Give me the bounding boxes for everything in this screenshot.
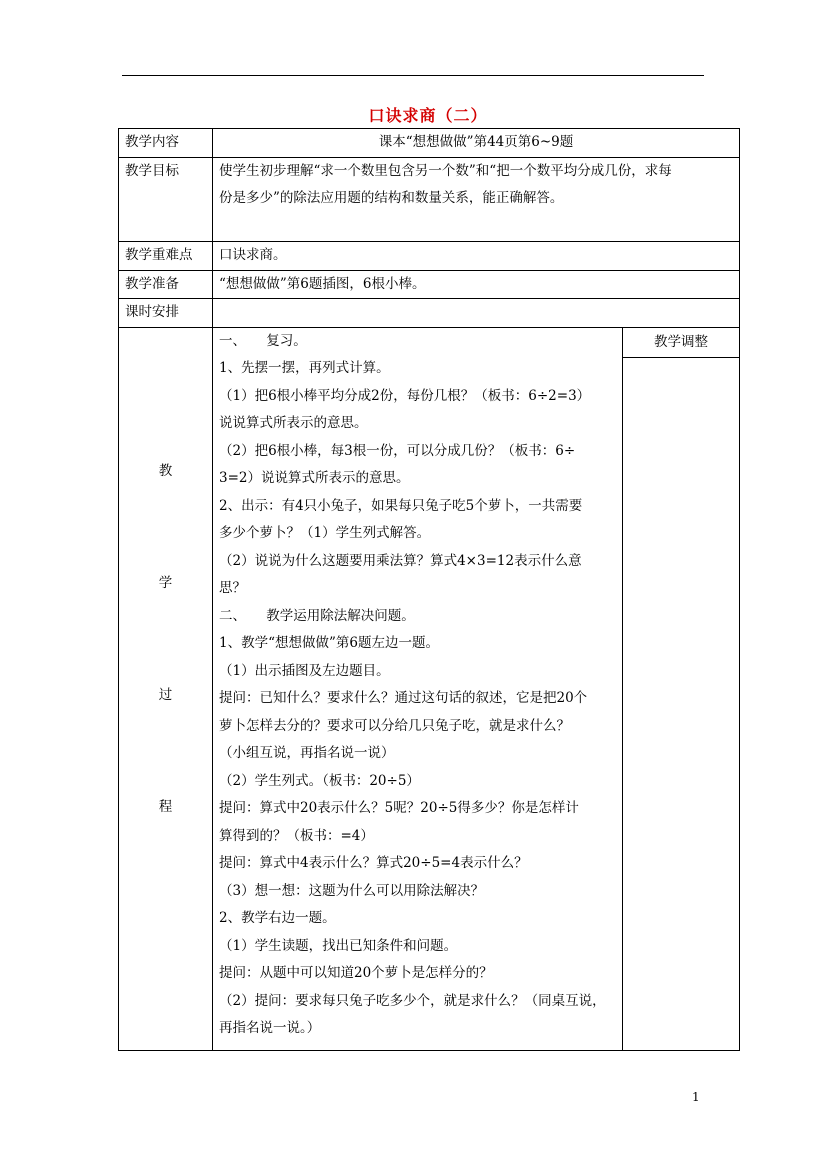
- row-prep: [119, 270, 740, 299]
- process-line: 萝卜怎样去分的？要求可以分给几只兔子吃，就是求什么？: [219, 717, 570, 734]
- header-rule: [122, 75, 704, 76]
- process-line: 提问：算式中20表示什么？5呢？20÷5得多少？你是怎样计: [219, 800, 579, 816]
- value-goal: [213, 157, 740, 241]
- value-difficulty: 口诀求商。: [213, 241, 740, 270]
- process-line: 2、教学右边一题。: [219, 910, 336, 926]
- label-content: 教学内容: [119, 129, 213, 158]
- process-body: [213, 327, 623, 1050]
- row-schedule: [119, 299, 740, 328]
- row-difficulty: [119, 241, 740, 270]
- adjust-header: 教学调整: [623, 328, 739, 358]
- row-goal: [119, 157, 740, 241]
- process-line: 2、出示：有4只小兔子，如果每只兔子吃5个萝卜，一共需要: [219, 497, 583, 514]
- process-label-char: 教: [158, 462, 173, 479]
- process-line: 算得到的？（板书：=4）: [219, 827, 374, 844]
- process-line: （2）提问：要求每只兔子吃多少个，就是求什么？（同桌互说，: [219, 992, 606, 1009]
- process-line: （1）学生读题，找出已知条件和问题。: [219, 937, 458, 954]
- process-line: （2）学生列式。（板书：20÷5）: [219, 772, 420, 789]
- process-line: 提问：从题中可以知道20个萝卜是怎样分的？: [219, 965, 493, 981]
- goal-line: 份是多少”的除法应用题的结构和数量关系，能正确解答。: [219, 190, 564, 206]
- process-label-char: 学: [158, 574, 173, 591]
- process-line: 思？: [219, 580, 246, 596]
- page-title: 口诀求商（二）: [368, 106, 488, 125]
- process-line: 二、 教学运用除法解决问题。: [219, 607, 415, 624]
- process-line: 一、 复习。: [219, 332, 307, 349]
- process-line: 再指名说一说。）: [219, 1020, 321, 1036]
- value-prep: “想想做做”第6题插图，6根小棒。: [213, 270, 740, 299]
- value-content: 课本“想想做做”第44页第6~9题: [213, 129, 740, 158]
- label-goal: 教学目标: [119, 157, 213, 241]
- process-line: 1、教学“想想做做”第6题左边一题。: [219, 635, 439, 651]
- label-prep: 教学准备: [119, 270, 213, 299]
- process-line: （1）出示插图及左边题目。: [219, 662, 390, 679]
- label-process: [119, 327, 213, 1050]
- process-line: 1、先摆一摆，再列式计算。: [219, 360, 390, 376]
- process-line: 多少个萝卜？（1）学生列式解答。: [219, 525, 431, 541]
- process-line: 3=2）说说算式所表示的意思。: [219, 470, 410, 486]
- process-line: 提问：已知什么？要求什么？通过这句话的叙述，它是把20个: [219, 690, 588, 706]
- process-line: 说说算式所表示的意思。: [219, 415, 368, 431]
- process-line: 提问：算式中4表示什么？算式20÷5=4表示什么？: [219, 855, 528, 871]
- process-line: （小组互说，再指名说一说）: [219, 745, 395, 761]
- lesson-plan-table: [118, 128, 740, 1051]
- process-label-char: 程: [158, 798, 173, 815]
- row-process: [119, 327, 740, 1050]
- process-label-char: 过: [158, 686, 173, 703]
- row-content: [119, 129, 740, 158]
- value-schedule: [213, 299, 740, 328]
- adjust-column: [623, 327, 740, 1050]
- page-number: 1: [692, 1090, 700, 1104]
- process-line: （2）说说为什么这题要用乘法算？算式4×3=12表示什么意: [219, 552, 582, 569]
- process-line: （1）把6根小棒平均分成2份，每份几根？（板书：6÷2=3）: [219, 387, 591, 404]
- process-line: （2）把6根小棒，每3根一份，可以分成几份？（板书：6÷: [219, 442, 576, 459]
- label-schedule: 课时安排: [119, 299, 213, 328]
- process-line: （3）想一想：这题为什么可以用除法解决？: [219, 882, 485, 899]
- goal-line: 使学生初步理解“求一个数里包含另一个数”和“把一个数平均分成几份，求每: [219, 162, 672, 179]
- label-difficulty: 教学重难点: [119, 241, 213, 270]
